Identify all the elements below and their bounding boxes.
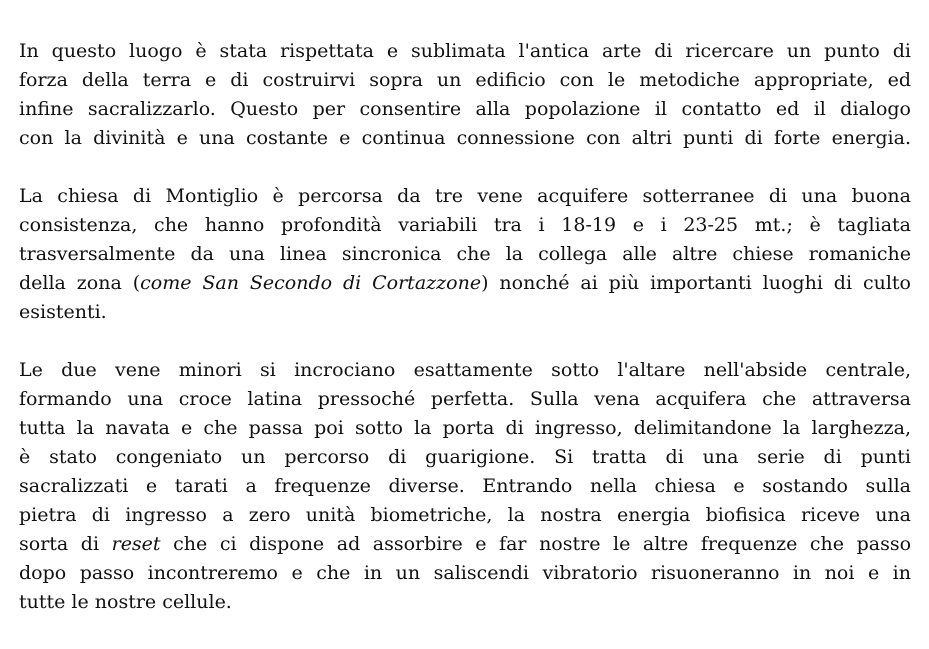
text-line — [19, 95, 911, 124]
text-line — [19, 124, 911, 153]
text-line — [19, 530, 911, 559]
text-segment: forza della terra e di costruirvi sopra un edificio con le metodiche appropriate, ed — [19, 69, 911, 91]
text-line — [19, 37, 911, 66]
text-line — [19, 240, 911, 269]
paragraph-2 — [19, 182, 911, 327]
text-segment: tutte le nostre cellule. — [19, 591, 232, 613]
text-line — [19, 443, 911, 472]
text-segment: tutta la navata e che passa poi sotto la porta di ingresso, delimitandone la larghezza, — [19, 417, 911, 439]
text-segment: esistenti. — [19, 301, 107, 323]
text-line — [19, 269, 911, 298]
text-segment: che ci dispone ad assorbire e far nostre le altre frequenze che passo — [160, 533, 912, 555]
italic-citation: come San Secondo di Cortazzone — [140, 272, 482, 294]
text-segment: Le due vene minori si incrociano esattamente sotto l'altare nell'abside centrale, — [19, 359, 911, 381]
text-segment: sorta di — [19, 533, 112, 555]
text-line — [19, 211, 911, 240]
text-segment: consistenza, che hanno profondità variabili tra i 18-19 e i 23-25 mt.; è tagliata — [19, 214, 911, 236]
text-segment: trasversalmente da una linea sincronica che la collega alle altre chiese romaniche — [19, 243, 911, 265]
text-segment: dopo passo incontreremo e che in un saliscendi vibratorio risuoneranno in noi e in — [19, 562, 911, 584]
document-body — [19, 37, 911, 646]
text-segment: La chiesa di Montiglio è percorsa da tre vene acquifere sotterranee di una buona — [19, 185, 911, 207]
text-segment: pietra di ingresso a zero unità biometriche, la nostra energia biofisica riceve una — [19, 504, 911, 526]
text-segment: sacralizzati e tarati a frequenze diverse. Entrando nella chiesa e sostando sulla — [19, 475, 911, 497]
text-line — [19, 501, 911, 530]
paragraph-3 — [19, 356, 911, 617]
text-line — [19, 298, 911, 327]
text-line — [19, 182, 911, 211]
text-line — [19, 356, 911, 385]
text-segment: della zona ( — [19, 272, 141, 294]
text-line — [19, 472, 911, 501]
text-line — [19, 66, 911, 95]
text-segment: infine sacralizzarlo. Questo per consentire alla popolazione il contatto ed il dialogo — [19, 98, 911, 120]
text-segment: ) nonché ai più importanti luoghi di culto — [481, 272, 911, 294]
text-segment: con la divinità e una costante e continua connessione con altri punti di forte energia. — [19, 127, 911, 149]
text-segment: In questo luogo è stata rispettata e sublimata l'antica arte di ricercare un punto di — [19, 40, 911, 62]
text-segment: è stato congeniato un percorso di guarigione. Si tratta di una serie di punti — [19, 446, 911, 468]
text-line — [19, 559, 911, 588]
italic-term: reset — [111, 533, 161, 555]
text-line — [19, 414, 911, 443]
text-line — [19, 385, 911, 414]
text-line — [19, 588, 911, 617]
text-segment: formando una croce latina pressoché perfetta. Sulla vena acquifera che attraversa — [19, 388, 911, 410]
paragraph-1 — [19, 37, 911, 153]
